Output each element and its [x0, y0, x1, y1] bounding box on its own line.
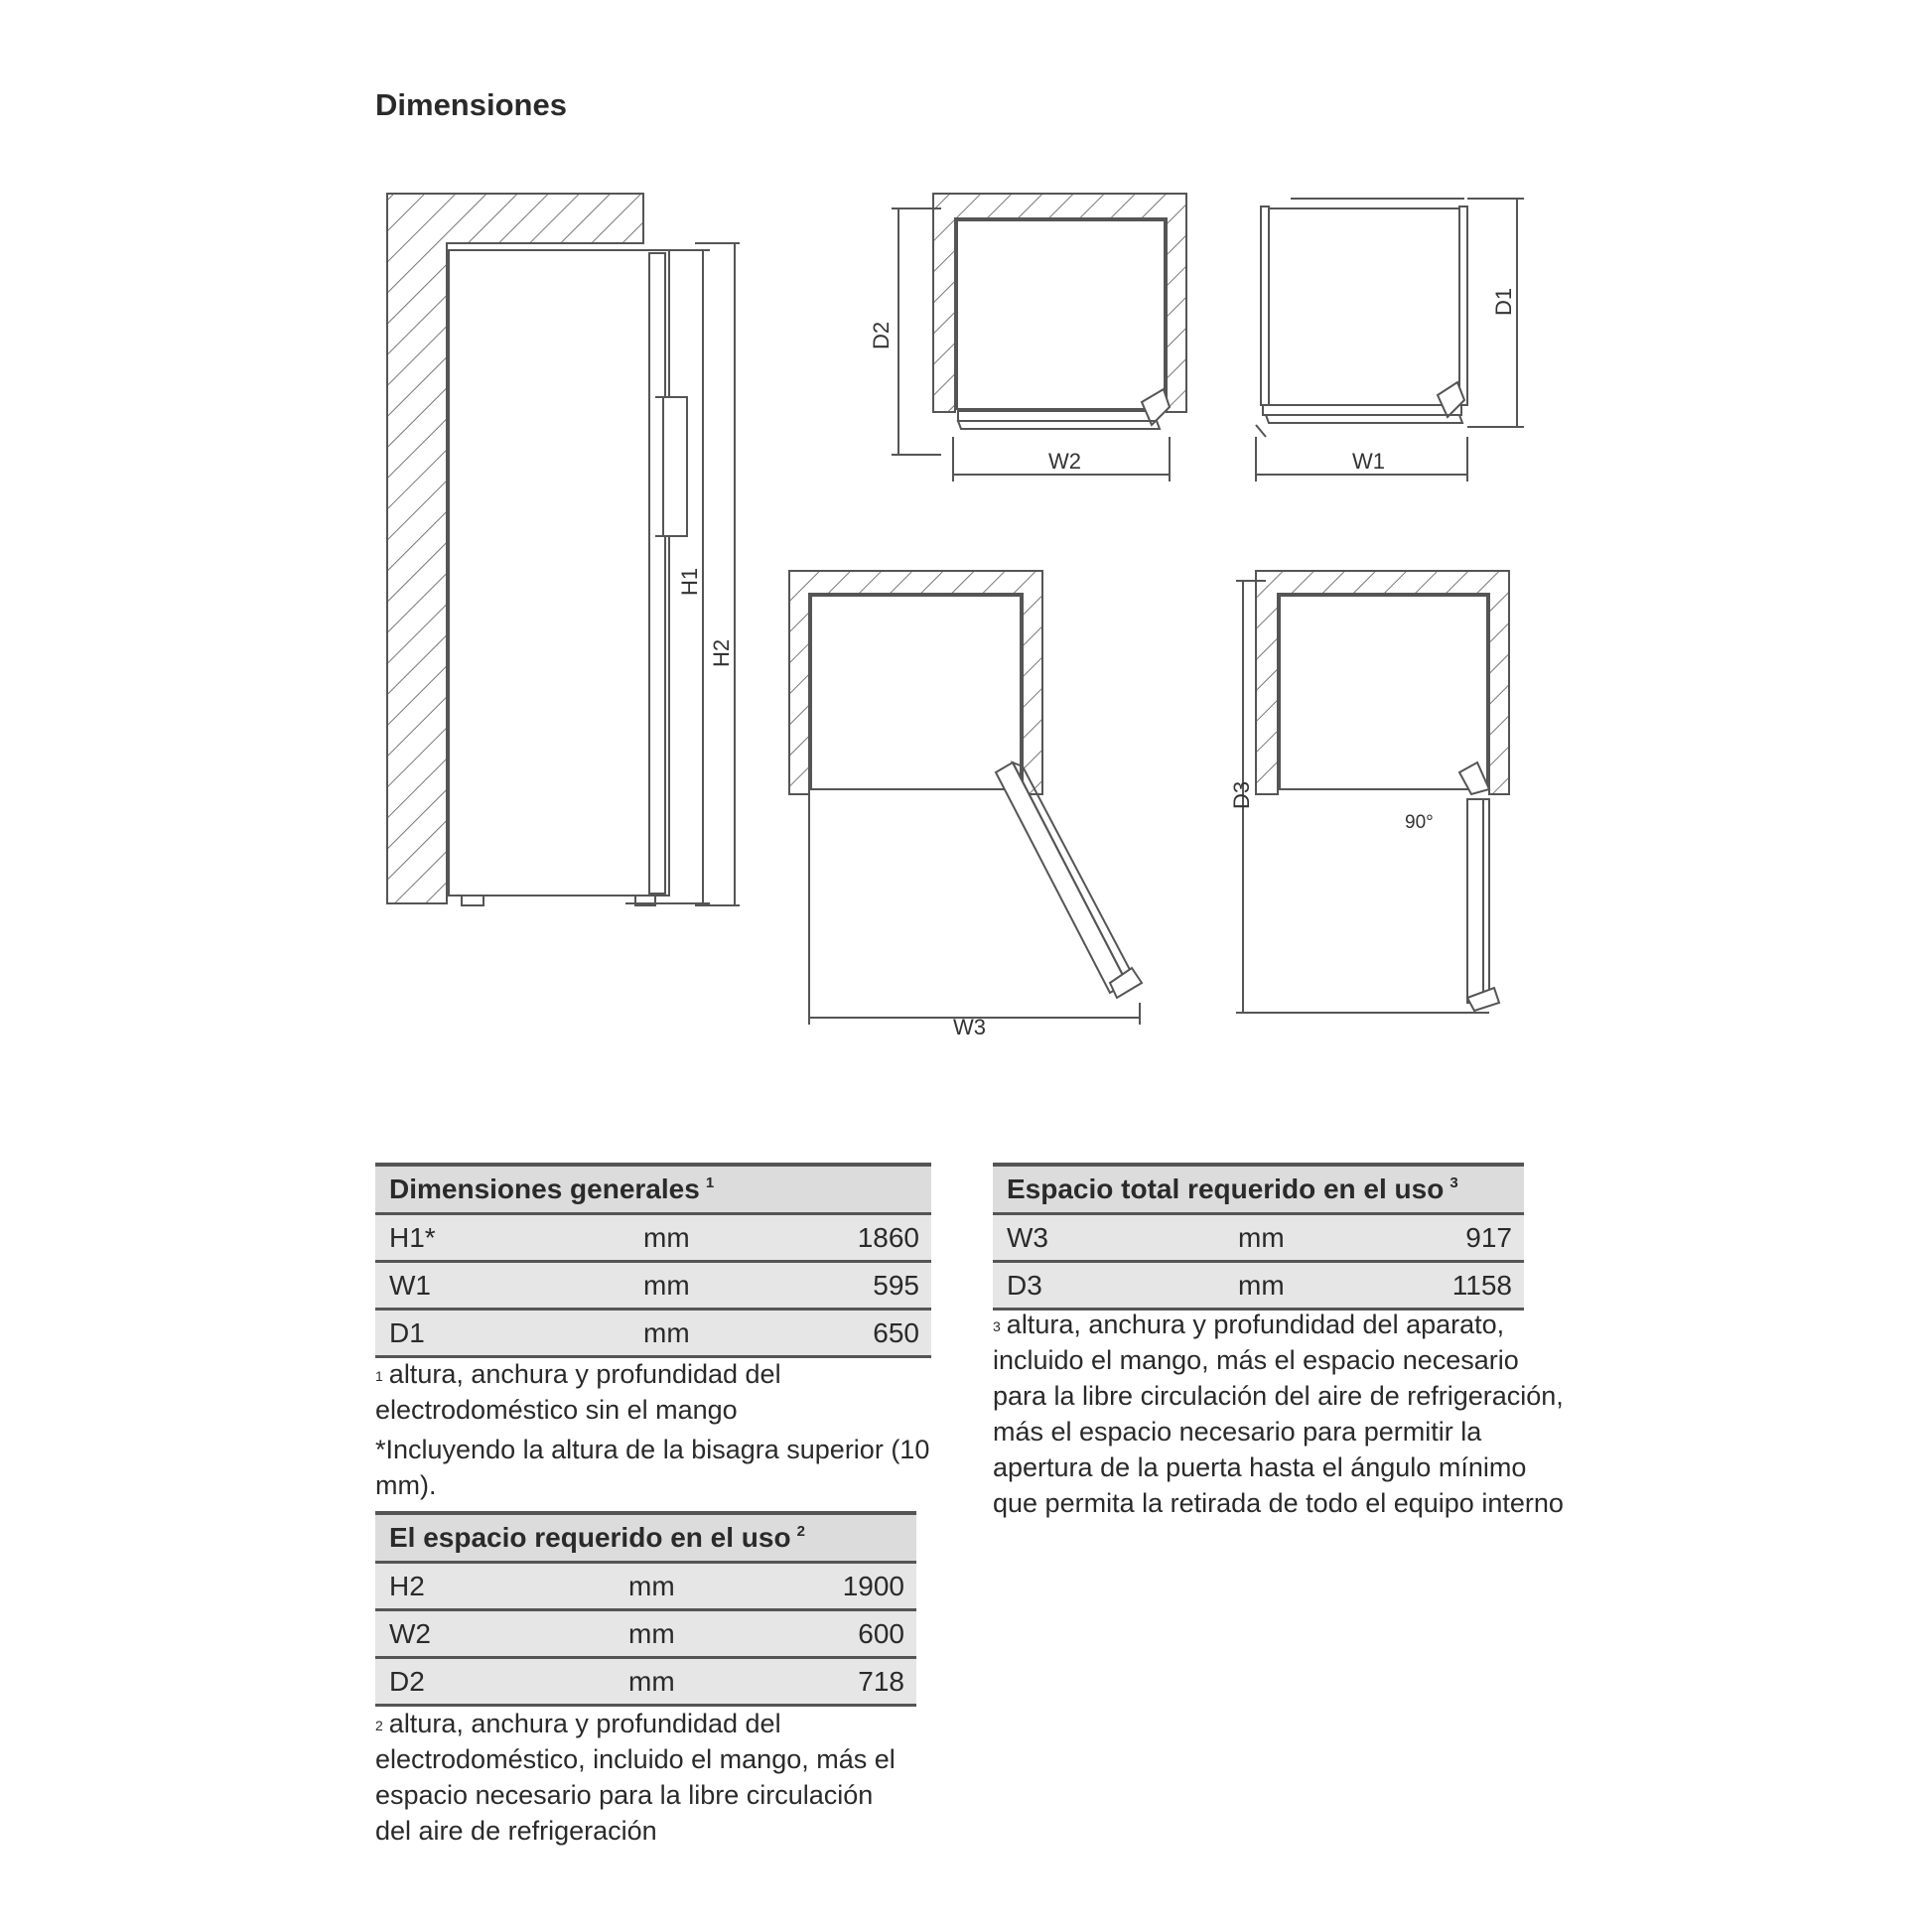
note-hinge-height	[375, 1432, 951, 1503]
row-unit: mm	[643, 1317, 690, 1348]
table-header	[375, 1163, 931, 1215]
table-space-in-use	[375, 1511, 916, 1707]
table-row	[375, 1564, 916, 1611]
row-unit: mm	[628, 1618, 675, 1649]
row-label: H2	[389, 1571, 425, 1601]
page-title: Dimensiones	[375, 87, 567, 122]
row-value: 595	[873, 1270, 919, 1301]
w3-label: W3	[953, 1015, 986, 1039]
top-view-w1-d1	[1256, 199, 1524, 482]
table-title: Dimensiones generales	[389, 1173, 700, 1204]
table-row	[993, 1263, 1524, 1311]
footnote-text: altura, anchura y profundidad del electrodoméstico, incluido el mango, más el espacio necesario para la libre circulación del aire de refrigeración	[375, 1709, 896, 1846]
top-view-w2-d2	[892, 194, 1186, 482]
footnote-number: 2	[375, 1718, 383, 1733]
footnote-general	[375, 1356, 842, 1428]
table-title: Espacio total requerido en el uso	[1007, 1173, 1445, 1204]
footnote-number: 3	[993, 1318, 1001, 1334]
d3-label: D3	[1229, 780, 1254, 809]
table-row	[375, 1215, 931, 1263]
w1-label: W1	[1352, 449, 1385, 474]
w2-label: W2	[1048, 449, 1081, 474]
table-row	[375, 1311, 931, 1358]
row-value: 1900	[842, 1571, 904, 1601]
row-unit: mm	[1238, 1270, 1285, 1301]
d2-label: D2	[869, 321, 894, 349]
row-unit: mm	[643, 1222, 690, 1253]
row-value: 917	[1465, 1222, 1512, 1253]
row-unit: mm	[1238, 1222, 1285, 1253]
row-label: D3	[1007, 1270, 1042, 1301]
footnote-text: altura, anchura y profundidad del aparato, incluido el mango, más el espacio necesario para la libre circulación del aire de refrigeración, más el espacio necesario para permitir la apertura de la puerta hasta el ángulo mínimo que permita la retirada de todo el equipo interno	[993, 1310, 1564, 1518]
row-value: 1860	[857, 1222, 919, 1253]
footnote-ref: 2	[796, 1523, 805, 1540]
table-header	[375, 1511, 916, 1564]
footnote-text: altura, anchura y profundidad del electrodoméstico sin el mango	[375, 1359, 781, 1425]
table-header	[993, 1163, 1524, 1215]
d1-label: D1	[1491, 287, 1516, 316]
table-total-space	[993, 1163, 1524, 1311]
table-row	[993, 1215, 1524, 1263]
row-label: W2	[389, 1618, 431, 1649]
footnote-ref: 3	[1449, 1174, 1458, 1191]
row-value: 1158	[1451, 1270, 1512, 1301]
row-value: 600	[858, 1618, 904, 1649]
table-title: El espacio requerido en el uso	[389, 1522, 791, 1553]
row-label: W3	[1007, 1222, 1048, 1253]
row-label: D2	[389, 1666, 425, 1697]
row-label: D1	[389, 1317, 425, 1348]
table-row	[375, 1611, 916, 1659]
row-unit: mm	[628, 1571, 675, 1601]
footnote-number: 1	[375, 1368, 383, 1384]
row-value: 650	[873, 1317, 919, 1348]
footnote-total-space	[993, 1307, 1574, 1521]
side-view	[387, 194, 740, 905]
row-label: H1*	[389, 1222, 436, 1253]
table-row	[375, 1659, 916, 1707]
angle-label: 90°	[1405, 812, 1434, 833]
table-general-dimensions	[375, 1163, 931, 1358]
row-unit: mm	[628, 1666, 675, 1697]
h2-label: H2	[709, 638, 734, 667]
row-unit: mm	[643, 1270, 690, 1301]
row-value: 718	[858, 1666, 904, 1697]
h1-label: H1	[677, 567, 702, 596]
open-door-view-w3	[789, 571, 1142, 1025]
footnote-space-in-use	[375, 1706, 901, 1849]
table-row	[375, 1263, 931, 1311]
open-door-view-d3	[1236, 571, 1509, 1013]
row-label: W1	[389, 1270, 431, 1301]
footnote-ref: 1	[705, 1174, 715, 1191]
note-text: *Incluyendo la altura de la bisagra superior (10 mm).	[375, 1435, 930, 1500]
